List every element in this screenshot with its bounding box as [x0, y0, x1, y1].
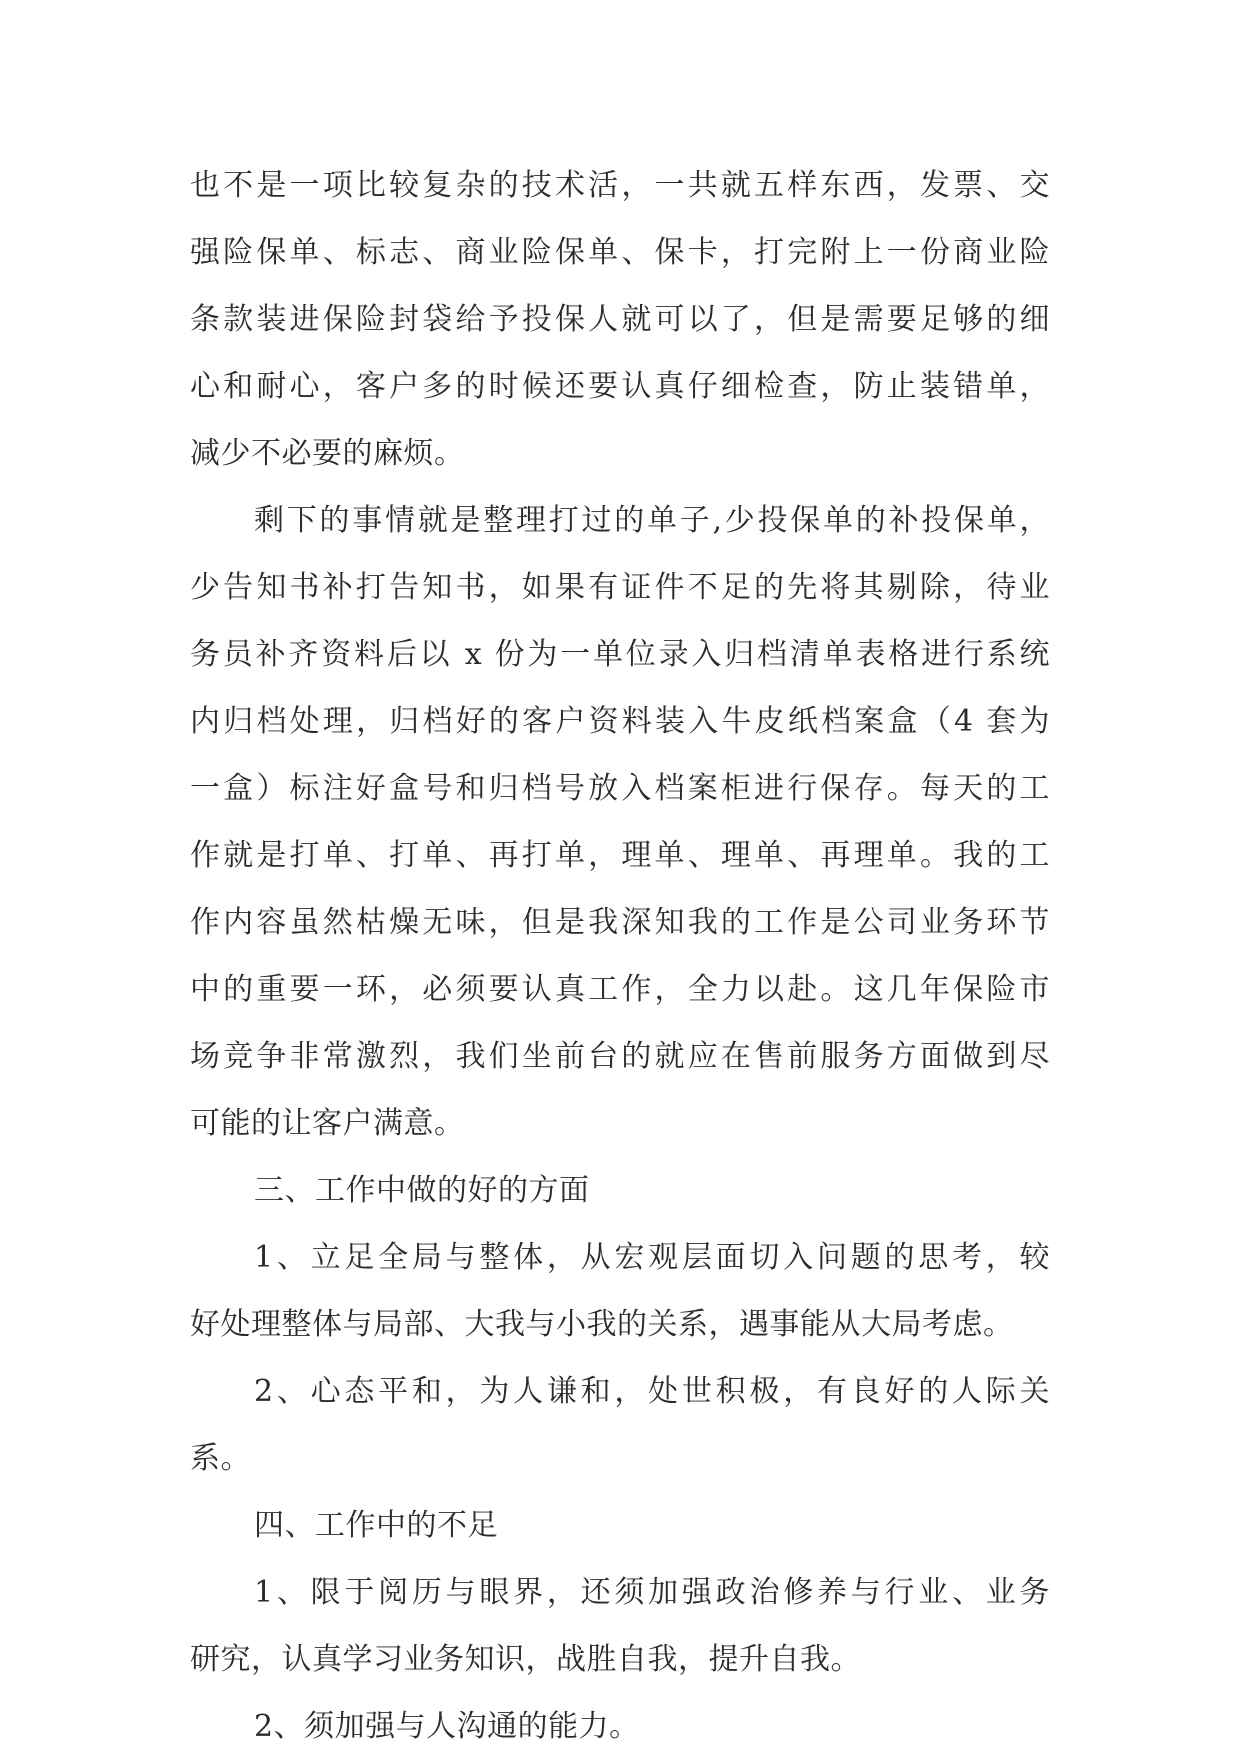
paragraph-1-line-4: 心和耐心，客户多的时候还要认真仔细检查，防止装错单， [190, 369, 1050, 404]
paragraph-2-line-3: 务员补齐资料后以 x 份为一单位录入归档清单表格进行系统 [190, 637, 1050, 672]
paragraph-1-line-2: 强险保单、标志、商业险保单、保卡，打完附上一份商业险 [190, 235, 1050, 270]
paragraph-4-line-2: 系。 [190, 1441, 251, 1476]
document-body [190, 152, 1050, 1760]
paragraph-2-line-4: 内归档处理，归档好的客户资料装入牛皮纸档案盒（4 套为 [190, 704, 1050, 739]
paragraph-2-line-10: 可能的让客户满意。 [190, 1106, 465, 1141]
section-heading-4: 四、工作中的不足 [254, 1508, 498, 1543]
section-heading-3: 三、工作中做的好的方面 [254, 1173, 590, 1208]
paragraph-5-line-2: 研究，认真学习业务知识，战胜自我，提升自我。 [190, 1642, 861, 1677]
paragraph-2-line-7: 作内容虽然枯燥无味，但是我深知我的工作是公司业务环节 [190, 905, 1050, 940]
paragraph-2-line-6: 作就是打单、打单、再打单，理单、理单、再理单。我的工 [190, 838, 1050, 873]
paragraph-1-line-5: 减少不必要的麻烦。 [190, 436, 465, 471]
paragraph-2-line-5: 一盒）标注好盒号和归档号放入档案柜进行保存。每天的工 [190, 771, 1050, 806]
paragraph-1-line-1: 也不是一项比较复杂的技术活，一共就五样东西，发票、交 [190, 168, 1050, 203]
paragraph-3-line-1: 1、立足全局与整体，从宏观层面切入问题的思考，较 [254, 1240, 1050, 1275]
paragraph-1-line-3: 条款装进保险封袋给予投保人就可以了，但是需要足够的细 [190, 302, 1050, 337]
paragraph-2-line-8: 中的重要一环，必须要认真工作，全力以赴。这几年保险市 [190, 972, 1050, 1007]
paragraph-4-line-1: 2、心态平和，为人谦和，处世积极，有良好的人际关 [254, 1374, 1050, 1409]
paragraph-6-line-1: 2、须加强与人沟通的能力。 [254, 1709, 640, 1744]
paragraph-3-line-2: 好处理整体与局部、大我与小我的关系，遇事能从大局考虑。 [190, 1307, 1014, 1342]
paragraph-2-line-1: 剩下的事情就是整理打过的单子,少投保单的补投保单， [254, 503, 1050, 538]
paragraph-2-line-9: 场竞争非常激烈，我们坐前台的就应在售前服务方面做到尽 [190, 1039, 1050, 1074]
paragraph-5-line-1: 1、限于阅历与眼界，还须加强政治修养与行业、业务 [254, 1575, 1050, 1610]
paragraph-2-line-2: 少告知书补打告知书，如果有证件不足的先将其剔除，待业 [190, 570, 1050, 605]
